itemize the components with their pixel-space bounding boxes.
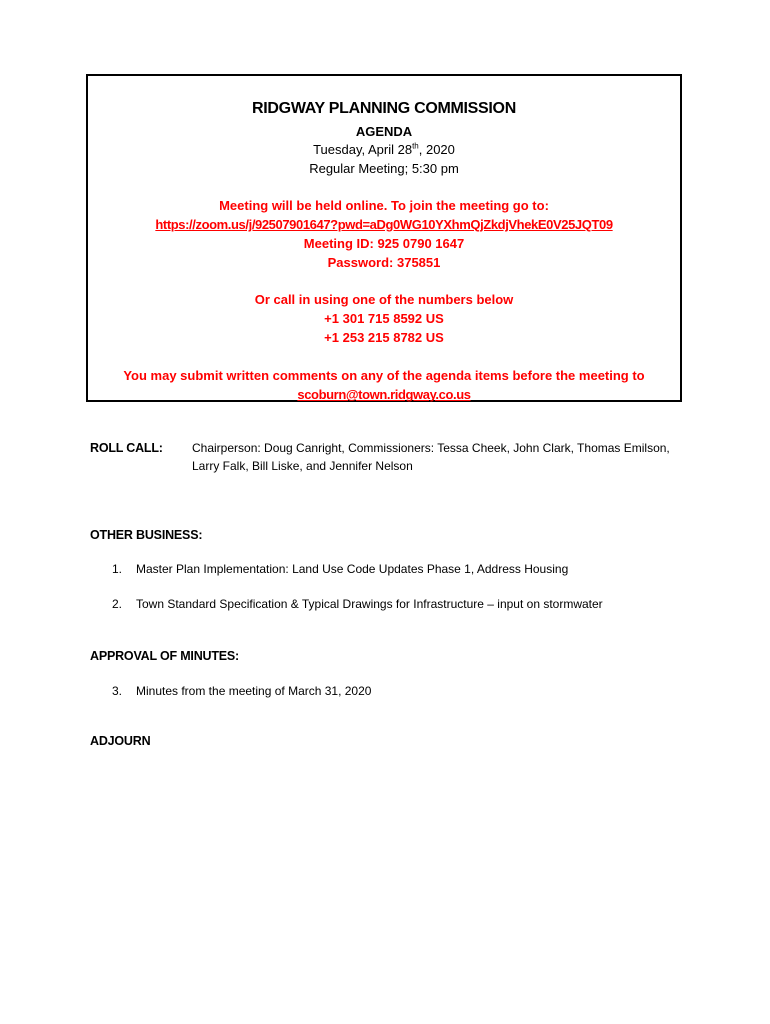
agenda-heading: AGENDA: [355, 124, 413, 139]
meeting-password: Password: 375851: [327, 255, 441, 270]
meeting-date: [88, 142, 680, 157]
commission-title: RIDGWAY PLANNING COMMISSION: [252, 100, 516, 117]
agenda-item-text: Master Plan Implementation: Land Use Code Updates Phase 1, Address Housing: [136, 562, 569, 576]
agenda-header-box: [86, 74, 682, 402]
phone-notice: Or call in using one of the numbers below: [254, 292, 514, 307]
agenda-item-text: Town Standard Specification & Typical Drawings for Infrastructure – input on stormwater: [136, 597, 603, 611]
approval-of-minutes-label: APPROVAL OF MINUTES:: [90, 649, 240, 663]
comments-email-link[interactable]: scoburn@town.ridgway.co.us: [297, 387, 471, 402]
meeting-date-prefix: Tuesday, April 28: [313, 142, 413, 157]
adjourn-label: ADJOURN: [90, 734, 151, 748]
meeting-date-ordinal: th: [412, 141, 419, 151]
meeting-id: Meeting ID: 925 0790 1647: [303, 236, 465, 251]
phone-number-1: +1 301 715 8592 US: [324, 311, 444, 326]
meeting-date-year: , 2020: [418, 142, 455, 157]
other-business-label: OTHER BUSINESS:: [90, 528, 203, 542]
agenda-item-number: 3.: [112, 684, 123, 698]
meeting-type: Regular Meeting; 5:30 pm: [309, 161, 459, 176]
roll-call-line-2: Larry Falk, Bill Liske, and Jennifer Nelson: [192, 459, 413, 473]
zoom-link[interactable]: https://zoom.us/j/92507901647?pwd=aDg0WG10YXhmQjZkdjVhekE0V25JQT09: [155, 217, 613, 232]
online-notice: Meeting will be held online. To join the meeting go to:: [219, 198, 549, 213]
roll-call-label: ROLL CALL:: [90, 441, 163, 455]
phone-number-2: +1 253 215 8782 US: [324, 330, 444, 345]
comments-notice: You may submit written comments on any of the agenda items before the meeting to: [123, 368, 645, 383]
agenda-item-number: 1.: [112, 562, 123, 576]
agenda-item-number: 2.: [112, 597, 123, 611]
agenda-item-text: Minutes from the meeting of March 31, 2020: [136, 684, 372, 698]
roll-call-members: [192, 439, 692, 475]
roll-call-line-1: Chairperson: Doug Canright, Commissioners: Tessa Cheek, John Clark, Thomas Emilson,: [192, 441, 670, 455]
